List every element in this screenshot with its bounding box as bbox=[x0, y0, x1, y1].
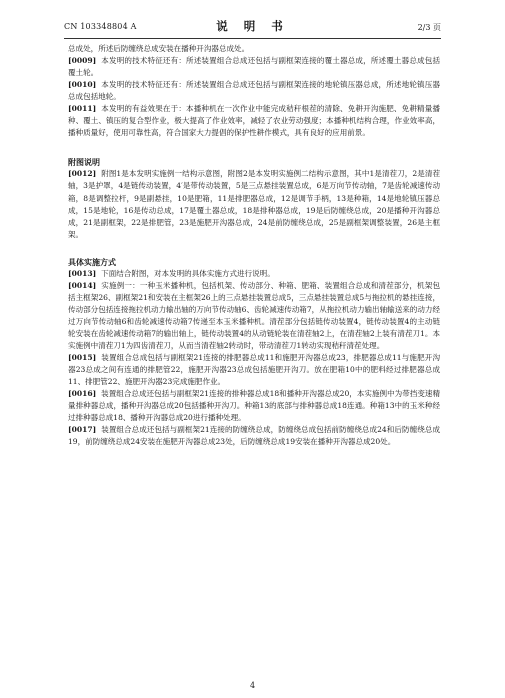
paragraph-number: [0009] bbox=[68, 56, 97, 66]
paragraph-text: 装置组合总成包括与副框架21连接的排肥器总成11和施肥开沟器总成23，排肥器总成11与施肥开沟器23总成之间有连通的排肥管22，施肥开沟器23总成包括施肥开沟刀。放在肥箱10中的肥料经过排肥器总成11、排肥管22、施肥开沟器23完成施肥作业。 bbox=[68, 353, 440, 387]
section-heading: 附图说明 bbox=[68, 157, 100, 168]
paragraph-text: 本发明的技术特征还有：所述装置组合总成还包括与副框架连接的地轮镇压器总成，所述地轮镇压器总成包括地轮。 bbox=[68, 80, 440, 102]
document-body bbox=[68, 43, 440, 448]
section-gap bbox=[68, 241, 440, 256]
paragraph bbox=[68, 55, 440, 79]
section-gap bbox=[68, 139, 440, 156]
paragraph-number: [0014] bbox=[68, 280, 97, 290]
paragraph-number: [0011] bbox=[68, 104, 97, 114]
paragraph-text: 装置组合总成还包括与副框架21连接的防缠绕总成，防缠绕总成包括前防缠绕总成24和后防缠绕总成19，前防缠绕总成24安装在施肥开沟器总成23处，后防缠绕总成19安装在播种开沟器总成20处。 bbox=[68, 425, 440, 447]
paragraph bbox=[68, 424, 440, 448]
paragraph-number: [0017] bbox=[68, 425, 97, 435]
paragraph-number: [0010] bbox=[68, 80, 97, 90]
header-rule bbox=[64, 38, 441, 39]
paragraph-text: 装置组合总成还包括与副框架21连接的排种器总成18和播种开沟器总成20，本实施例中为带挡变速精量排种器总成，播种开沟器总成20包括播种开沟刀。种箱13的底部与排种器总成18连通。种箱13中的玉米种经过排种器总成18、播种开沟器总成20进行播种处理。 bbox=[68, 389, 440, 423]
paragraph-number: [0013] bbox=[68, 268, 97, 278]
page-number: 4 bbox=[249, 681, 256, 690]
paragraph-number: [0012] bbox=[68, 169, 97, 179]
page-header bbox=[64, 18, 441, 36]
paragraph-number: [0016] bbox=[68, 389, 97, 399]
paragraph-number: [0015] bbox=[68, 353, 97, 363]
paragraph bbox=[68, 79, 440, 103]
paragraph bbox=[68, 388, 440, 424]
paragraph-text: 附图1是本发明实施例一结构示意图，附图2是本发明实施例二结构示意图，其中1是清茬刀，2是清茬轴，3是护罩，4是链传动装置，4′是带传动装置，5是三点悬挂装置总成，6是万向节传动轴，7是齿轮减速传动箱，8是调整拉杆，9是副悬挂，10是肥箱，11是排肥器总成，12是调节手柄，13是种箱，14是地轮镇压器总成，15是地轮，16是传动总成，17是覆土器总成，18是排种器总成，19是后防缠绕总成，20是播种开沟器总成，21是副框架，22是排肥管，23是施肥开沟器总成，24是前防缠绕总成，25是副框架调整装置，26是主框架。 bbox=[68, 169, 440, 239]
paragraph bbox=[68, 280, 440, 352]
document-title: 说 明 书 bbox=[216, 19, 289, 33]
paragraph bbox=[68, 103, 440, 139]
paragraph-text: 下面结合附图，对本发明的具体实施方式进行说明。 bbox=[101, 268, 275, 278]
document-id: CN 103348804 A bbox=[64, 22, 137, 31]
page-indicator: 2/3 页 bbox=[417, 23, 441, 32]
paragraph bbox=[68, 168, 440, 240]
paragraph bbox=[68, 268, 440, 280]
section-heading: 具体实施方式 bbox=[68, 256, 116, 267]
paragraph-text: 总成处，所述后防缠绕总成安装在播种开沟器总成处。 bbox=[68, 44, 250, 53]
paragraph-text: 本发明的有益效果在于：本播种机在一次作业中能完成秸秆根茬的清除、免耕开沟施肥、免耕精量播种、覆土、镇压的复合型作业，极大提高了作业效率，减轻了农业劳动强度；本播种机结构合理，作业效率高，播种质量好，使用可靠性高，符合国家大力提倡的保护性耕作模式，具有良好的应用前景。 bbox=[68, 104, 440, 138]
paragraph-text: 实施例一：一种玉米播种机，包括机架、传动部分、种箱、肥箱、装置组合总成和清茬部分，机架包括主框架26、副框架21和安装在主框架26上的三点悬挂装置总成5，三点悬挂装置总成5与拖拉机的悬挂连接，传动部分包括连接拖拉机动力输出轴的万向节传动轴6、齿轮减速传动箱7，从拖拉机动力输出轴输送来的动力经过万向节传动轴6和齿轮减速传动箱7传递至本玉米播种机。清茬部分包括链传动装置4，链传动装置4的主动链轮安装在齿轮减速传动箱7的输出轴上，链传动装置4的从动链轮装在清茬轴2上，在清茬轴2上装有清茬刀1。本实施例中清茬刀1为四齿清茬刀，从而当清茬轴2转动时，带动清茬刀1转动实现秸秆清茬处理。 bbox=[68, 280, 440, 351]
paragraph bbox=[68, 43, 440, 55]
paragraph bbox=[68, 352, 440, 388]
paragraph-text: 本发明的技术特征还有：所述装置组合总成还包括与副框架连接的覆土器总成，所述覆土器总成包括覆土轮。 bbox=[68, 56, 440, 78]
